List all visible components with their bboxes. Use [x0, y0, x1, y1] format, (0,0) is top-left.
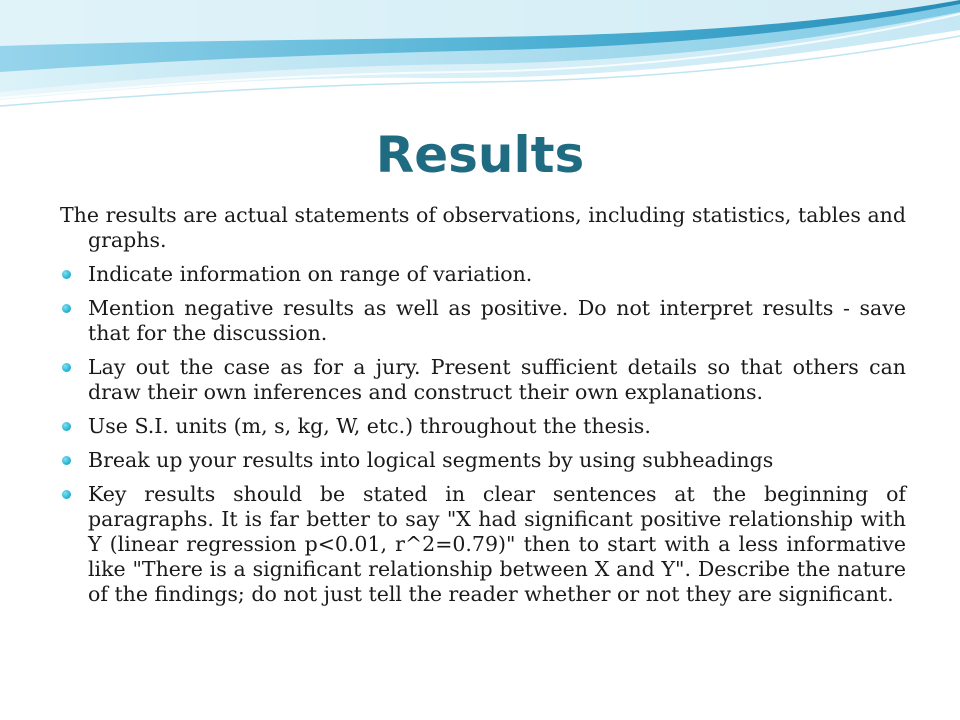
slide-title: Results — [375, 126, 585, 184]
bullet-icon — [62, 422, 71, 431]
list-item — [60, 414, 906, 439]
bullet-icon — [62, 490, 71, 499]
bullet-text: Indicate information on range of variation. — [88, 262, 533, 286]
intro-paragraph: The results are actual statements of observations, including statistics, tables and graphs. — [60, 203, 906, 252]
bullet-icon — [62, 304, 71, 313]
list-item — [60, 448, 906, 473]
bullet-icon — [62, 270, 71, 279]
header-wave-decoration — [0, 0, 960, 120]
bullet-list — [60, 262, 906, 607]
bullet-icon — [62, 456, 71, 465]
bullet-text: Mention negative results as well as positive. Do not interpret results - save that for the discussion. — [88, 296, 906, 345]
slide-body — [60, 203, 906, 616]
list-item — [60, 482, 906, 607]
bullet-icon — [62, 363, 71, 372]
bullet-text: Break up your results into logical segments by using subheadings — [88, 448, 774, 472]
list-item — [60, 262, 906, 287]
bullet-text: Key results should be stated in clear sentences at the beginning of paragraphs. It is far better to say "X had significant positive relationship with Y (linear regression p<0.01, r^2=0.79)" then to start with a less informative like "There is a significant relationship between X and Y". Describe the nature of the findings; do not just tell the reader whether or not they are significant. — [88, 482, 906, 606]
bullet-text: Lay out the case as for a jury. Present sufficient details so that others can draw their own inferences and construct their own explanations. — [88, 355, 906, 404]
list-item — [60, 296, 906, 346]
bullet-text: Use S.I. units (m, s, kg, W, etc.) throughout the thesis. — [88, 414, 651, 438]
list-item — [60, 355, 906, 405]
